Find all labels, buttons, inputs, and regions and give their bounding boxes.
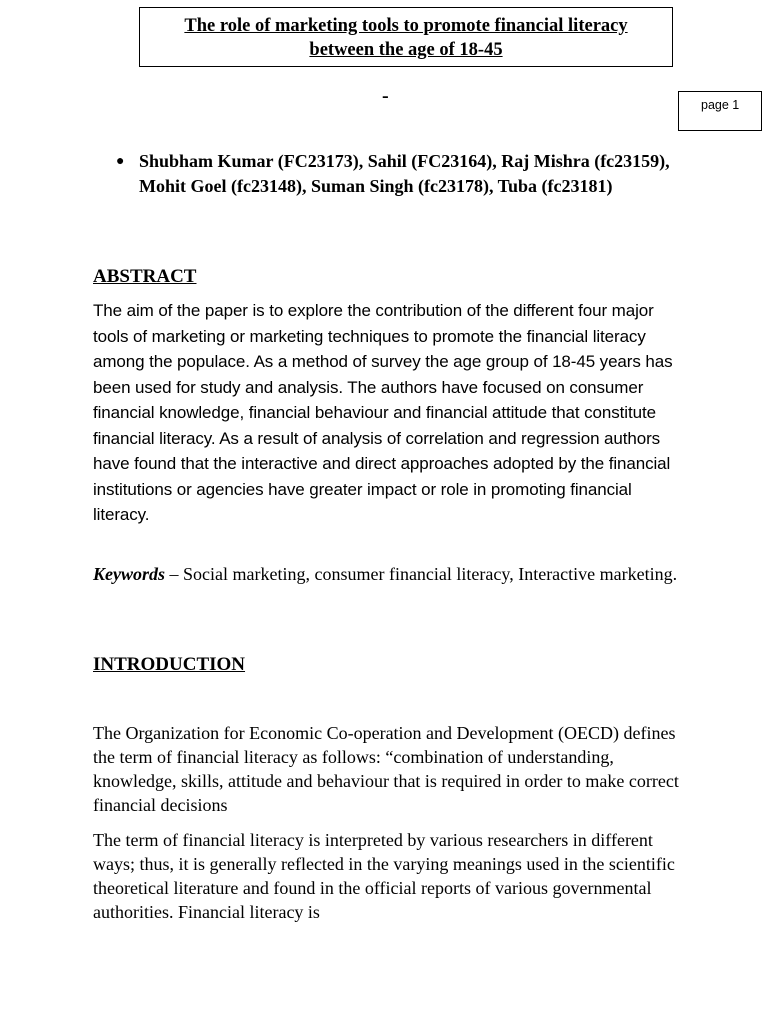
page-number-box <box>678 91 762 131</box>
keywords-label: Keywords <box>93 564 165 584</box>
title-dash: - <box>382 85 389 107</box>
keywords-text: – Social marketing, consumer financial literacy, Interactive marketing. <box>165 564 678 584</box>
page-number-label: page 1 <box>701 98 740 112</box>
introduction-heading: INTRODUCTION <box>93 654 246 675</box>
abstract-body: The aim of the paper is to explore the contribution of the different four major tools of marketing or marketing techniques to promote the financial literacy among the populace. As a method of survey the age group of 18-45 years has been used for study and analysis. The authors have focused on consumer financial knowledge, financial behaviour and financial attitude that constitute financial literacy. As a result of analysis of correlation and regression authors have found that the interactive and direct approaches adopted by the financial institutions or agencies have greater impact or role in promoting financial literacy. <box>93 301 673 524</box>
introduction-paragraph-2: The term of financial literacy is interpreted by various researchers in different ways; thus, it is generally reflected in the varying meanings used in the scientific theoretical literature and found in the official reports of various governmental authorities. Financial literacy is <box>93 830 675 922</box>
paper-title-line-2: between the age of 18-45 <box>309 40 503 60</box>
author-names: Shubham Kumar (FC23173), Sahil (FC23164), Raj Mishra (fc23159), Mohit Goel (fc23148), Suman Singh (fc23178), Tuba (fc23181) <box>139 151 670 196</box>
paper-title-box <box>139 7 673 67</box>
keywords-paragraph <box>93 562 683 586</box>
paper-title-line-1: The role of marketing tools to promote financial literacy <box>184 16 628 36</box>
author-list <box>116 149 676 199</box>
introduction-paragraph-1: The Organization for Economic Co-operation and Development (OECD) defines the term of financial literacy as follows: “combination of understanding, knowledge, skills, attitude and behaviour that is required in order to make correct financial decisions <box>93 723 679 815</box>
bullet-icon: ● <box>116 154 125 169</box>
abstract-heading: ABSTRACT <box>93 266 197 287</box>
